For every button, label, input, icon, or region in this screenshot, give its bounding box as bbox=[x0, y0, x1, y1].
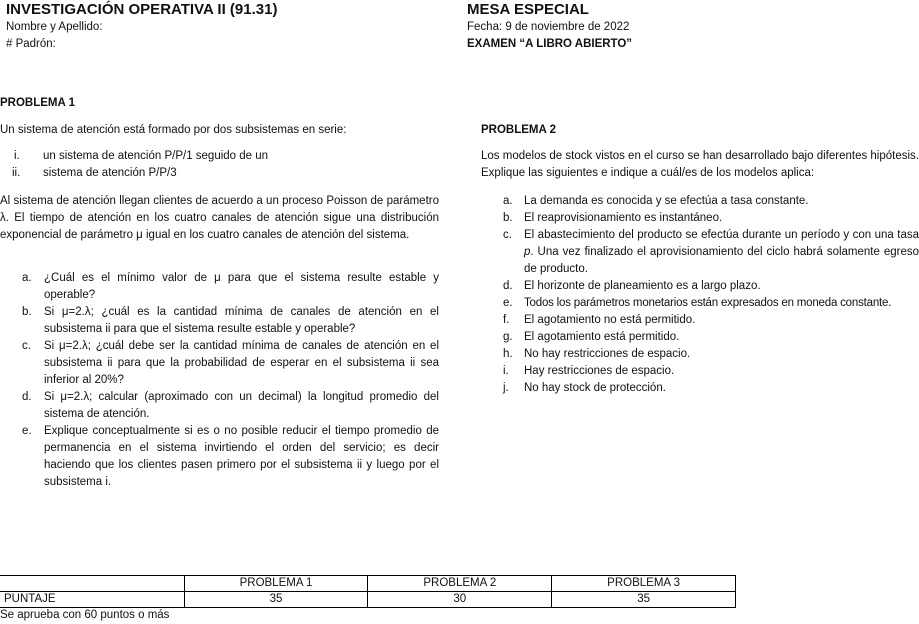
subsystem-marker: i. bbox=[14, 150, 20, 162]
score-header-problem2: PROBLEMA 2 bbox=[368, 576, 552, 592]
exam-title: MESA ESPECIAL bbox=[467, 1, 589, 18]
hypothesis-text: Todos los parámetros monetarios están expresados en moneda constante. bbox=[524, 297, 892, 309]
subsystem-text: sistema de atención P/P/3 bbox=[43, 167, 177, 179]
hypothesis-marker: e. bbox=[503, 297, 513, 309]
problem1-description: Al sistema de atención llegan clientes de acuerdo a un proceso Poisson de parámetro λ. El tiempo de atención en los cuatro canales de atención sigue una distribución exponencial de parámetro μ igual en los cuatro canales de atención del sistema. bbox=[0, 195, 439, 241]
question-text: Si μ=2.λ; calcular (aproximado con un decimal) la longitud promedio del sistema de atención. bbox=[44, 391, 439, 420]
hypothesis-item bbox=[481, 329, 919, 346]
score-value-problem3: 35 bbox=[552, 592, 736, 608]
name-label: Nombre y Apellido: bbox=[6, 21, 103, 33]
padron-label: # Padrón: bbox=[6, 38, 56, 50]
hypothesis-text: El reaprovisionamiento es instantáneo. bbox=[524, 212, 723, 224]
question-text: Si μ=2.λ; ¿cuál debe ser la cantidad mínima de canales de atención en el subsistema ii para que la probabilidad de esperar en el subsistema ii sea inferior al 20%? bbox=[44, 340, 439, 386]
hypothesis-item bbox=[481, 193, 919, 210]
problem1-questions bbox=[0, 270, 439, 491]
passing-note: Se aprueba con 60 puntos o más bbox=[0, 609, 170, 621]
question-marker: e. bbox=[22, 425, 32, 437]
hypothesis-item bbox=[481, 346, 919, 363]
hypothesis-item bbox=[481, 380, 919, 397]
subsystem-item bbox=[0, 148, 300, 165]
hypothesis-marker: a. bbox=[503, 195, 513, 207]
question-item bbox=[0, 338, 439, 389]
question-item bbox=[0, 304, 439, 338]
hypothesis-text: La demanda es conocida y se efectúa a tasa constante. bbox=[524, 195, 809, 207]
score-table bbox=[0, 575, 736, 608]
hypothesis-marker: j. bbox=[503, 382, 509, 394]
problem1-subsystems bbox=[0, 148, 300, 182]
hypothesis-text: El agotamiento no está permitido. bbox=[524, 314, 696, 326]
score-header-problem3: PROBLEMA 3 bbox=[552, 576, 736, 592]
exam-date: Fecha: 9 de noviembre de 2022 bbox=[467, 21, 630, 33]
hypothesis-marker: b. bbox=[503, 212, 513, 224]
score-table-row bbox=[0, 592, 736, 608]
problem2-items bbox=[481, 193, 919, 397]
hypothesis-text-part: El abastecimiento del producto se efectúa durante un período y con una tasa bbox=[524, 229, 919, 241]
exam-type: EXAMEN “A LIBRO ABIERTO” bbox=[467, 38, 633, 50]
hypothesis-item bbox=[481, 227, 919, 278]
hypothesis-item bbox=[481, 312, 919, 329]
hypothesis-marker: g. bbox=[503, 331, 513, 343]
question-marker: c. bbox=[22, 340, 31, 352]
score-header-problem1: PROBLEMA 1 bbox=[184, 576, 368, 592]
hypothesis-text bbox=[524, 227, 919, 278]
problem1-intro: Un sistema de atención está formado por dos subsistemas en serie: bbox=[0, 124, 347, 136]
hypothesis-text: Hay restricciones de espacio. bbox=[524, 365, 675, 377]
hypothesis-item bbox=[481, 278, 919, 295]
score-value-problem1: 35 bbox=[184, 592, 368, 608]
question-item bbox=[0, 423, 439, 491]
subsystem-text: un sistema de atención P/P/1 seguido de un bbox=[43, 150, 269, 162]
hypothesis-text: No hay restricciones de espacio. bbox=[524, 348, 691, 360]
question-marker: b. bbox=[22, 306, 32, 318]
question-marker: d. bbox=[22, 391, 32, 403]
subsystem-item bbox=[0, 165, 300, 182]
problem2-intro: Los modelos de stock vistos en el curso se han desarrollado bajo diferentes hipótesis. Explique las siguientes e indique a cuál/es de los modelos aplica: bbox=[481, 150, 919, 179]
hypothesis-marker: f. bbox=[503, 314, 510, 326]
score-value-problem2: 30 bbox=[368, 592, 552, 608]
question-text: Explique conceptualmente si es o no posible reducir el tiempo promedio de permanencia en el sistema invirtiendo el orden del servicio; es decir haciendo que los clientes pasen primero por el subsistema ii y luego por el subsistema i. bbox=[44, 425, 439, 488]
question-text: ¿Cuál es el mínimo valor de μ para que el sistema resulte estable y operable? bbox=[44, 272, 439, 301]
question-item bbox=[0, 389, 439, 423]
hypothesis-marker: i. bbox=[503, 365, 509, 377]
hypothesis-text: El horizonte de planeamiento es a largo plazo. bbox=[524, 280, 761, 292]
score-table-corner bbox=[0, 576, 184, 592]
hypothesis-text: No hay stock de protección. bbox=[524, 382, 666, 394]
hypothesis-marker: c. bbox=[503, 229, 512, 241]
question-item bbox=[0, 270, 439, 304]
score-table-header-row bbox=[0, 576, 736, 592]
problem1-title: PROBLEMA 1 bbox=[0, 97, 75, 109]
score-row-label: PUNTAJE bbox=[0, 592, 184, 608]
hypothesis-item bbox=[481, 363, 919, 380]
hypothesis-item bbox=[481, 210, 919, 227]
hypothesis-marker: h. bbox=[503, 348, 513, 360]
course-title: INVESTIGACIÓN OPERATIVA II (91.31) bbox=[6, 1, 278, 18]
question-marker: a. bbox=[22, 272, 32, 284]
hypothesis-marker: d. bbox=[503, 280, 513, 292]
subsystem-marker: ii. bbox=[12, 167, 21, 179]
question-text: Si μ=2.λ; ¿cuál es la cantidad mínima de canales de atención en el subsistema ii para que el sistema resulte estable y operable? bbox=[44, 306, 439, 335]
problem2-title: PROBLEMA 2 bbox=[481, 124, 556, 136]
rate-symbol: p bbox=[524, 246, 531, 258]
hypothesis-item bbox=[481, 295, 919, 312]
hypothesis-text: El agotamiento está permitido. bbox=[524, 331, 680, 343]
hypothesis-text-part: . Una vez finalizado el aprovisionamiento del ciclo habrá solamente egreso de producto. bbox=[524, 246, 919, 275]
